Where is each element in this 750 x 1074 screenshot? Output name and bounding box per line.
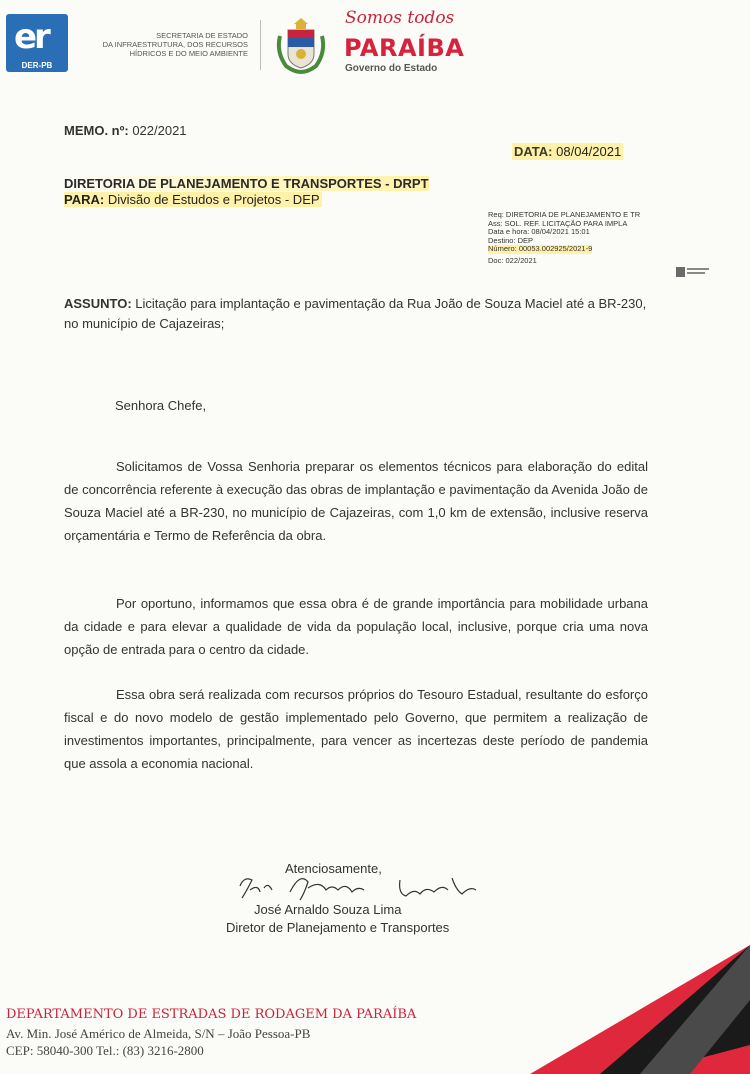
memo-subject <box>64 294 654 334</box>
memo-number <box>64 123 187 138</box>
stamp-line: Ass: SOL. REF. LICITAÇÃO PARA IMPLA <box>488 219 628 228</box>
memo-closing: Atenciosamente, <box>285 861 382 876</box>
memo-date-label: DATA: <box>514 144 553 159</box>
memo-to-label: PARA: <box>64 192 105 207</box>
gov-name: PARAÍBA <box>344 34 465 62</box>
der-logo-sub: DER-PB <box>21 61 53 70</box>
protocol-stamp <box>488 211 708 265</box>
memo-from: DIRETORIA DE PLANEJAMENTO E TRANSPORTES - DRPT <box>64 176 429 191</box>
footer-contact: CEP: 58040-300 Tel.: (83) 3216-2800 <box>6 1043 204 1058</box>
gov-slogan: Somos todos <box>345 8 455 28</box>
stamp-line: Data e hora: 08/04/2021 15:01 <box>488 228 590 237</box>
stamp-line: Req: DIRETORIA DE PLANEJAMENTO E TR <box>488 211 641 219</box>
memo-subject-label: ASSUNTO: <box>64 296 132 311</box>
stamp-line: Destino: DEP <box>488 236 534 245</box>
memo-number-label: MEMO. nº: <box>64 123 129 138</box>
signer-title: Diretor de Planejamento e Transportes <box>226 920 450 935</box>
memo-subject-text: Licitação para implantação e pavimentação da Rua João de Souza Maciel até a BR-230, no município de Cajazeiras; <box>64 296 647 331</box>
body-paragraph: Solicitamos de Vossa Senhoria preparar os elementos técnicos para elaboração do edital de concorrência referente à execução das obras de implantação e pavimentação da Avenida João de Souza Maciel até a BR-230, no município de Cajazeiras, com 1,0 km de extensão, inclusive reserva orçamentária e Termo de Referência da obra. <box>64 459 648 543</box>
gov-subtitle: Governo do Estado <box>345 63 438 74</box>
body-paragraph: Essa obra será realizada com recursos próprios do Tesouro Estadual, resultante do esforço fiscal e do novo modelo de gestão implementado pelo Governo, que permitem a realização de investimentos importantes, principalmente, para vencer as incertezas deste período de pandemia que assola a economia nacional. <box>64 687 648 771</box>
stamp-line: Doc: 022/2021 <box>488 256 537 265</box>
secretaria-name <box>88 31 248 58</box>
signer-name: José Arnaldo Souza Lima <box>254 902 402 917</box>
secretaria-line: SECRETARIA DE ESTADO <box>156 31 248 40</box>
stamp-gov-logo-icon <box>675 265 711 279</box>
stamp-line: Número: 00053.002925/2021-9 <box>488 245 593 254</box>
body-paragraph: Por oportuno, informamos que essa obra é de grande importância para mobilidade urbana da cidade e para elevar a qualidade de vida da população local, inclusive, porque cria uma nova opção de entrada para o centro da cidade. <box>64 596 648 657</box>
secretaria-line: DA INFRAESTRUTURA, DOS RECURSOS <box>102 40 248 49</box>
memo-date <box>512 143 623 160</box>
footer-address-block <box>6 1025 310 1059</box>
memo-to-value: Divisão de Estudos e Projetos - DEP <box>107 192 320 207</box>
memo-to <box>64 192 322 207</box>
der-logo <box>6 14 68 72</box>
secretaria-line: HÍDRICOS E DO MEIO AMBIENTE <box>129 49 248 58</box>
memo-number-value: 022/2021 <box>132 123 187 138</box>
corner-decoration <box>530 945 750 1074</box>
der-logo-mark: er <box>14 17 48 57</box>
footer-address: Av. Min. José Américo de Almeida, S/N – João Pessoa-PB <box>6 1026 311 1041</box>
memo-salutation: Senhora Chefe, <box>115 398 207 413</box>
coat-of-arms-icon <box>272 14 330 74</box>
header-divider <box>260 20 261 70</box>
memo-date-value: 08/04/2021 <box>556 144 622 159</box>
footer-department: DEPARTAMENTO DE ESTRADAS DE RODAGEM DA PARAÍBA <box>6 1007 417 1022</box>
